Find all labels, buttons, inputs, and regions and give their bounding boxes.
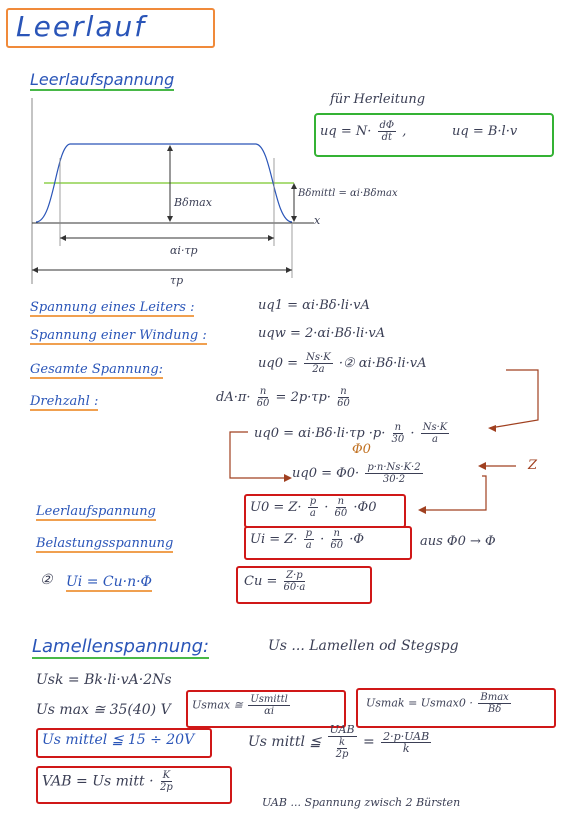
- lamellen-note: Us ... Lamellen od Stegspg: [268, 638, 459, 654]
- formula-ui-cu: Ui = Cu·n·Φ: [66, 574, 153, 590]
- formula-usmittel: Us mittel ≦ 15 ÷ 20V: [42, 732, 195, 748]
- label-bmax: Bδmax: [174, 196, 212, 209]
- label-gesamte-spannung: Gesamte Spannung:: [30, 362, 164, 377]
- phi0-label: Φ0: [352, 442, 371, 457]
- formula-usmak: Usmak = Usmax0 · $\frac{Bmax}{B\delta}$: [366, 692, 509, 715]
- formula-usmax: Us max ≅ 35(40) V: [36, 702, 171, 718]
- formula-usmittl: Us mittl ≦ $\frac{\text{UAB}}{\frac{k}{2p}}$ = $\frac{\text{2·p·UAB}}{k}$: [248, 723, 430, 760]
- label-x-axis: x: [314, 214, 321, 227]
- formula-uq1: uq1 = αi·Bδ·li·vA: [258, 298, 370, 313]
- uq-formula-1: uq = N· $\frac{d\Phi}{dt}$ ,: [320, 120, 407, 143]
- formula-vab: VAB = Us mitt · $\frac{K}{2p}$: [42, 770, 173, 793]
- label-leerlaufspannung: Leerlaufspannung: [36, 504, 156, 519]
- section-heading-leerlaufspannung: Leerlaufspannung: [30, 70, 175, 89]
- uab-note: UAB ... Spannung zwisch 2 Bürsten: [262, 796, 461, 809]
- page-title: Leerlauf: [16, 10, 147, 43]
- circle-2-marker: ②: [40, 572, 53, 588]
- derivation-line-1: uq0 = αi·Bδ·li·τp ·p· $\frac{n}{30}$ · $\frac{Ns\cdot K}{a}$: [254, 422, 448, 445]
- note-aus-phi0: aus Φ0 → Φ: [420, 534, 496, 549]
- formula-drehzahl: dA·π· $\frac{n}{60}$ = 2p·τp· $\frac{n}{60}$: [216, 386, 350, 409]
- label-bmittl: Bδmittl = αi·Bδmax: [298, 188, 398, 199]
- label-tp: τp: [170, 274, 184, 287]
- formula-cu: Cu = $\frac{Z\cdot p}{60\cdot a}$: [244, 570, 306, 593]
- label-belastungsspannung: Belastungsspannung: [36, 536, 174, 551]
- formula-uq0: uq0 = $\frac{Ns\cdot K}{2a}$ ·② αi·Bδ·li·vA: [258, 352, 427, 375]
- label-ai-tp: αi·τp: [170, 244, 198, 257]
- formula-usmax-box: Usmax ≅ $\frac{\text{Usmittl}}{\alpha i}$: [192, 694, 288, 717]
- flux-density-diagram: [24, 96, 334, 286]
- label-spannung-windung: Spannung einer Windung :: [30, 328, 207, 343]
- uq-formula-2: uq = B·l·v: [452, 124, 518, 139]
- section-heading-lamellenspannung: Lamellenspannung:: [32, 636, 210, 657]
- label-spannung-leiter: Spannung eines Leiters :: [30, 300, 195, 315]
- formula-u0: U0 = Z· $\frac{p}{a}$ · $\frac{n}{60}$ ·Φ0: [250, 496, 377, 519]
- derivation-line-2: uq0 = Φ0· $\frac{p\cdot n\cdot Ns\cdot K\cdot 2}{30\cdot 2}$: [292, 462, 421, 485]
- label-drehzahl: Drehzahl :: [30, 394, 99, 409]
- formula-uqw: uqw = 2·αi·Bδ·li·vA: [258, 326, 386, 341]
- z-label: Z: [528, 458, 538, 473]
- derivation-label: für Herleitung: [330, 92, 426, 107]
- formula-ui: Ui = Z· $\frac{p}{a}$ · $\frac{n}{60}$ ·Φ: [250, 528, 365, 551]
- formula-usk: Usk = Bk·li·vA·2Ns: [36, 672, 172, 688]
